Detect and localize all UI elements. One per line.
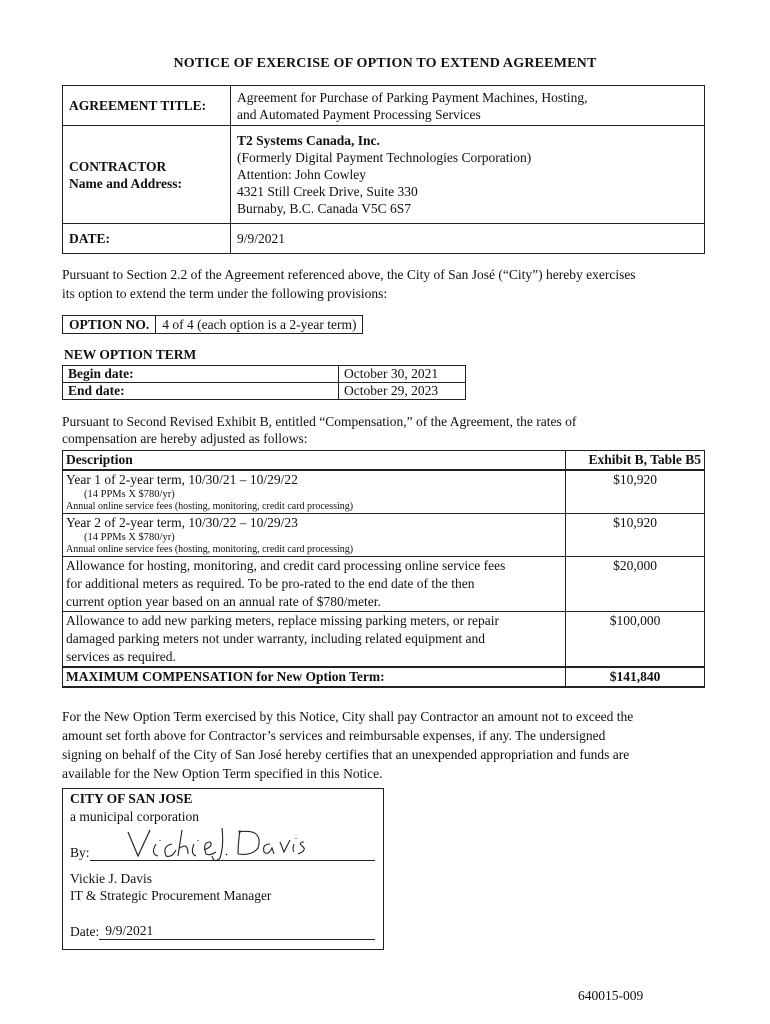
description-header: Description — [63, 451, 566, 471]
agreement-title-label: AGREEMENT TITLE: — [63, 86, 231, 126]
option-label: OPTION NO. — [63, 316, 156, 334]
total-row — [63, 667, 705, 687]
sign-date-label: Date: — [70, 924, 100, 939]
option-value: 4 of 4 (each option is a 2-year term) — [156, 316, 363, 334]
document-number: 640015-009 — [578, 988, 644, 1003]
total-label: MAXIMUM COMPENSATION for New Option Term: — [63, 667, 566, 687]
table-row: Allowance for hosting, monitoring, and credit card processing online service fees for additional meters as required. To be pro-rated to the end date of the then current option year based on an annual rate of $780/meter. $20,000 — [63, 557, 705, 612]
contractor-label: CONTRACTOR Name and Address: — [63, 126, 231, 224]
sign-date-value: 9/9/2021 — [99, 923, 375, 940]
total-amount: $141,840 — [566, 667, 705, 687]
intro-paragraph: Pursuant to Section 2.2 of the Agreement referenced above, the City of San José (“City”) hereby exercises its option to extend the term under the following provisions: — [62, 267, 636, 301]
handwritten-signature-icon — [120, 824, 310, 864]
sign-date-line — [70, 923, 375, 940]
by-label: By: — [70, 845, 90, 860]
row-amount: $10,920 — [566, 470, 705, 514]
signer-title: IT & Strategic Procurement Manager — [70, 888, 272, 903]
compensation-header-row — [63, 451, 705, 471]
contractor-value: T2 Systems Canada, Inc. (Formerly Digital Payment Technologies Corporation) Attention: John Cowley 4321 Still Creek Drive, Suite 330 Burnaby, B.C. Canada V5C 6S7 — [231, 126, 705, 224]
table-row: Year 1 of 2-year term, 10/30/21 – 10/29/22 (14 PPMs X $780/yr) Annual online service fees (hosting, monitoring, credit card processing) $10,920 — [63, 470, 705, 514]
compensation-intro: Pursuant to Second Revised Exhibit B, entitled “Compensation,” of the Agreement, the rates of compensation are hereby adjusted as follows: — [62, 414, 577, 446]
table-row: Allowance to add new parking meters, replace missing parking meters, or repair damaged parking meters not under warranty, including related equipment and services as required. $100,000 — [63, 612, 705, 668]
signature-line — [90, 846, 375, 861]
signer-name: Vickie J. Davis — [70, 871, 153, 886]
closing-paragraph: For the New Option Term exercised by this Notice, City shall pay Contractor an amount not to exceed the amount set forth above for Contractor’s services and reimbursable expenses, if any. The undersigned signing on behalf of the City of San José hereby certifies that an unexpended appropriation and funds are available for the New Option Term specified in this Notice. — [62, 709, 634, 781]
by-line — [70, 845, 375, 861]
date-value: 9/9/2021 — [231, 224, 705, 254]
table-row: Year 2 of 2-year term, 10/30/22 – 10/29/23 (14 PPMs X $780/yr) Annual online service fees (hosting, monitoring, credit card processing) $10,920 — [63, 514, 705, 557]
agreement-info-table — [62, 85, 705, 254]
option-number-box — [62, 315, 363, 334]
compensation-table — [62, 450, 705, 688]
begin-date-value: October 30, 2021 — [339, 366, 466, 383]
row-amount: $10,920 — [566, 514, 705, 557]
exhibit-header: Exhibit B, Table B5 — [566, 451, 705, 471]
row-amount: $20,000 — [566, 557, 705, 612]
date-label: DATE: — [63, 224, 231, 254]
begin-date-label: Begin date: — [63, 366, 339, 383]
city-name: CITY OF SAN JOSE — [70, 791, 193, 806]
end-date-value: October 29, 2023 — [339, 383, 466, 400]
signature-block — [62, 788, 384, 950]
end-date-label: End date: — [63, 383, 339, 400]
new-option-term-heading: NEW OPTION TERM — [64, 347, 197, 362]
city-subtitle: a municipal corporation — [70, 809, 199, 824]
agreement-title-value: Agreement for Purchase of Parking Payment Machines, Hosting, and Automated Payment Processing Services — [231, 86, 705, 126]
contractor-name: T2 Systems Canada, Inc. — [237, 133, 380, 148]
new-term-table — [62, 365, 466, 400]
document-title: NOTICE OF EXERCISE OF OPTION TO EXTEND AGREEMENT — [173, 56, 597, 71]
row-amount: $100,000 — [566, 612, 705, 668]
